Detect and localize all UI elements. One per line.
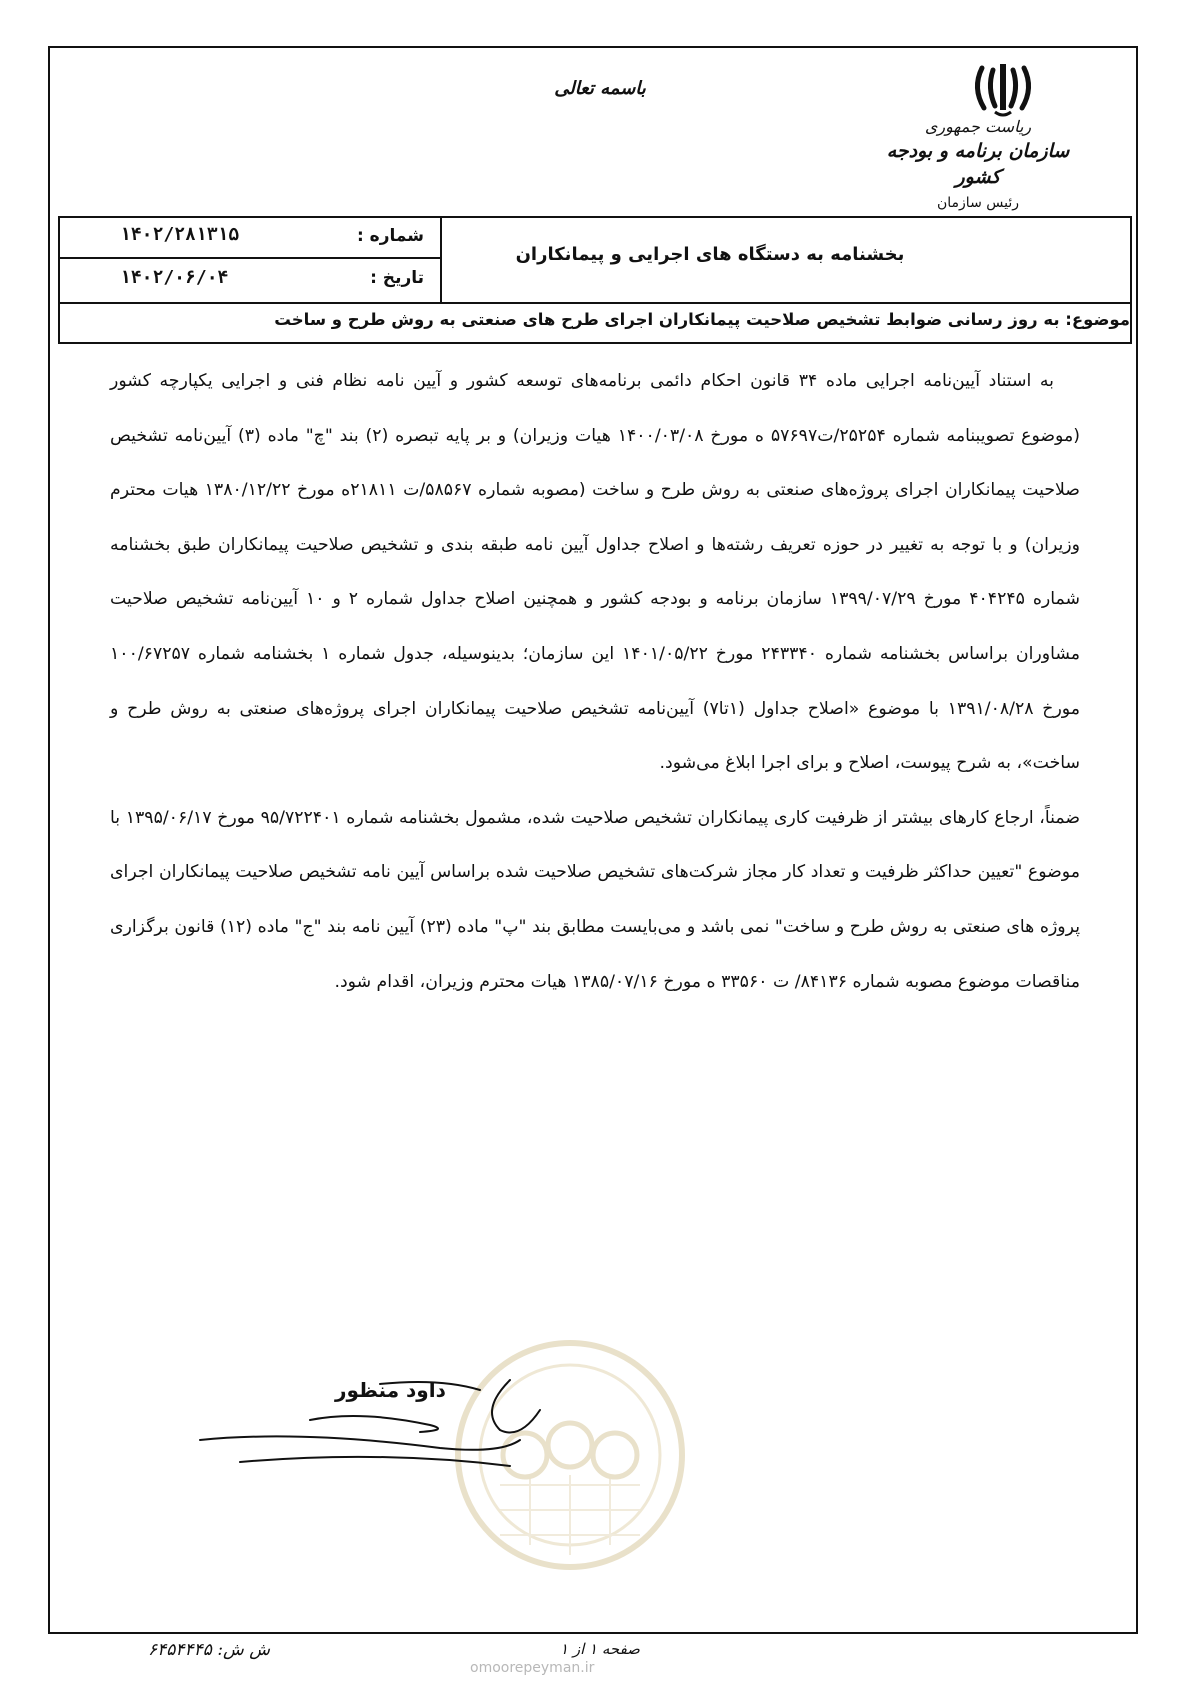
signer-name: داود منظور xyxy=(335,1378,446,1402)
org-line-organization: سازمان برنامه و بودجه کشور xyxy=(886,140,1070,188)
table-divider xyxy=(60,257,440,259)
subject-line: موضوع: به روز رسانی ضوابط تشخیص صلاحیت پیمانکاران اجرای طرح های صنعتی به روش طرح و ساخت xyxy=(274,310,1130,329)
emblem-icon xyxy=(968,58,1038,118)
date-value: ۱۴۰۲/۰۶/۰۴ xyxy=(120,267,229,288)
table-divider xyxy=(60,302,1130,304)
number-label: شماره : xyxy=(356,226,424,246)
body-paragraph: ضمناً، ارجاع کارهای بیشتر از ظرفیت کاری پیمانکاران تشخیص صلاحیت شده، مشمول بخشنامه شماره ۹۵/۷۲۲۴۰۱ مورخ ۱۳۹۵/۰۶/۱۷ با موضوع "تعیین حداکثر ظرفیت و تعداد کار مجاز شرکت‌های تشخیص صلاحیت شده براساس آیین نامه تشخیص صلاحیت پیمانکاران اجرای پروژه های صنعتی به روش طرح و ساخت" نمی باشد و می‌بایست مطابق بند "پ" ماده (۲۳) آیین نامه بند "ج" ماده (۱۲) قانون برگزاری مناقصات موضوع مصوبه شماره ۸۴۱۳۶/ ت ۳۳۵۶۰ ه مورخ ۱۳۸۵/۰۷/۱۶ هیات محترم وزیران، اقدام شود. xyxy=(110,807,1081,992)
date-label: تاریخ : xyxy=(370,268,424,288)
number-value: ۱۴۰۲/۲۸۱۳۱۵ xyxy=(120,224,240,245)
table-divider xyxy=(440,218,442,302)
org-line-presidency: ریاست جمهوری xyxy=(924,117,1032,136)
addressee: بخشنامه به دستگاه های اجرایی و پیمانکاران xyxy=(515,244,905,265)
reference-code: ش ش: ۶۴۵۴۴۴۵ xyxy=(148,1640,270,1660)
body-paragraph: به استناد آیین‌نامه اجرایی ماده ۳۴ قانون احکام دائمی برنامه‌های توسعه کشور و آیین نامه نظام فنی و اجرایی یکپارچه کشور (موضوع تصویبنامه شماره ۲۵۲۵۴/ت۵۷۶۹۷ ه مورخ ۱۴۰۰/۰۳/۰۸ هیات وزیران) و بر پایه تبصره (۲) بند "چ" ماده (۳) آیین‌نامه تشخیص صلاحیت پیمانکاران اجرای پروژه‌های صنعتی به روش طرح و ساخت (مصوبه شماره ۵۸۵۶۷/ت ۲۱۸۱۱ه مورخ ۱۳۸۰/۱۲/۲۲ هیات محترم وزیران) و با توجه به تغییر در حوزه تعریف رشته‌ها و اصلاح جداول آیین نامه طبقه بندی و تشخیص صلاحیت پیمانکاران طبق بخشنامه شماره ۴۰۴۲۴۵ مورخ ۱۳۹۹/۰۷/۲۹ سازمان برنامه و بودجه کشور و همچنین اصلاح جداول شماره ۲ و ۱۰ آیین‌نامه تشخیص صلاحیت مشاوران براساس بخشنامه شماره ۲۴۳۳۴۰ مورخ ۱۴۰۱/۰۵/۲۲ این سازمان؛ بدینوسیله، جدول شماره ۱ بخشنامه شماره ۱۰۰/۶۷۲۵۷ مورخ ۱۳۹۱/۰۸/۲۸ با موضوع «اصلاح جداول (۱تا۷) آیین‌نامه تشخیص صلاحیت پیمانکاران اجرای پروژه‌های صنعتی به روش طرح و ساخت»، به شرح پیوست، اصلاح و برای اجرا ابلاغ می‌شود. xyxy=(110,371,1081,774)
org-line-head: رئیس سازمان xyxy=(937,195,1019,211)
organization-block xyxy=(883,116,1073,214)
page-number: صفحه ۱ از ۱ xyxy=(560,1640,640,1658)
watermark-site: omoorepeyman.ir xyxy=(470,1660,595,1676)
letter-body xyxy=(110,354,1080,1009)
header-table xyxy=(58,216,1132,344)
invocation: باسمه تعالی xyxy=(554,78,646,99)
